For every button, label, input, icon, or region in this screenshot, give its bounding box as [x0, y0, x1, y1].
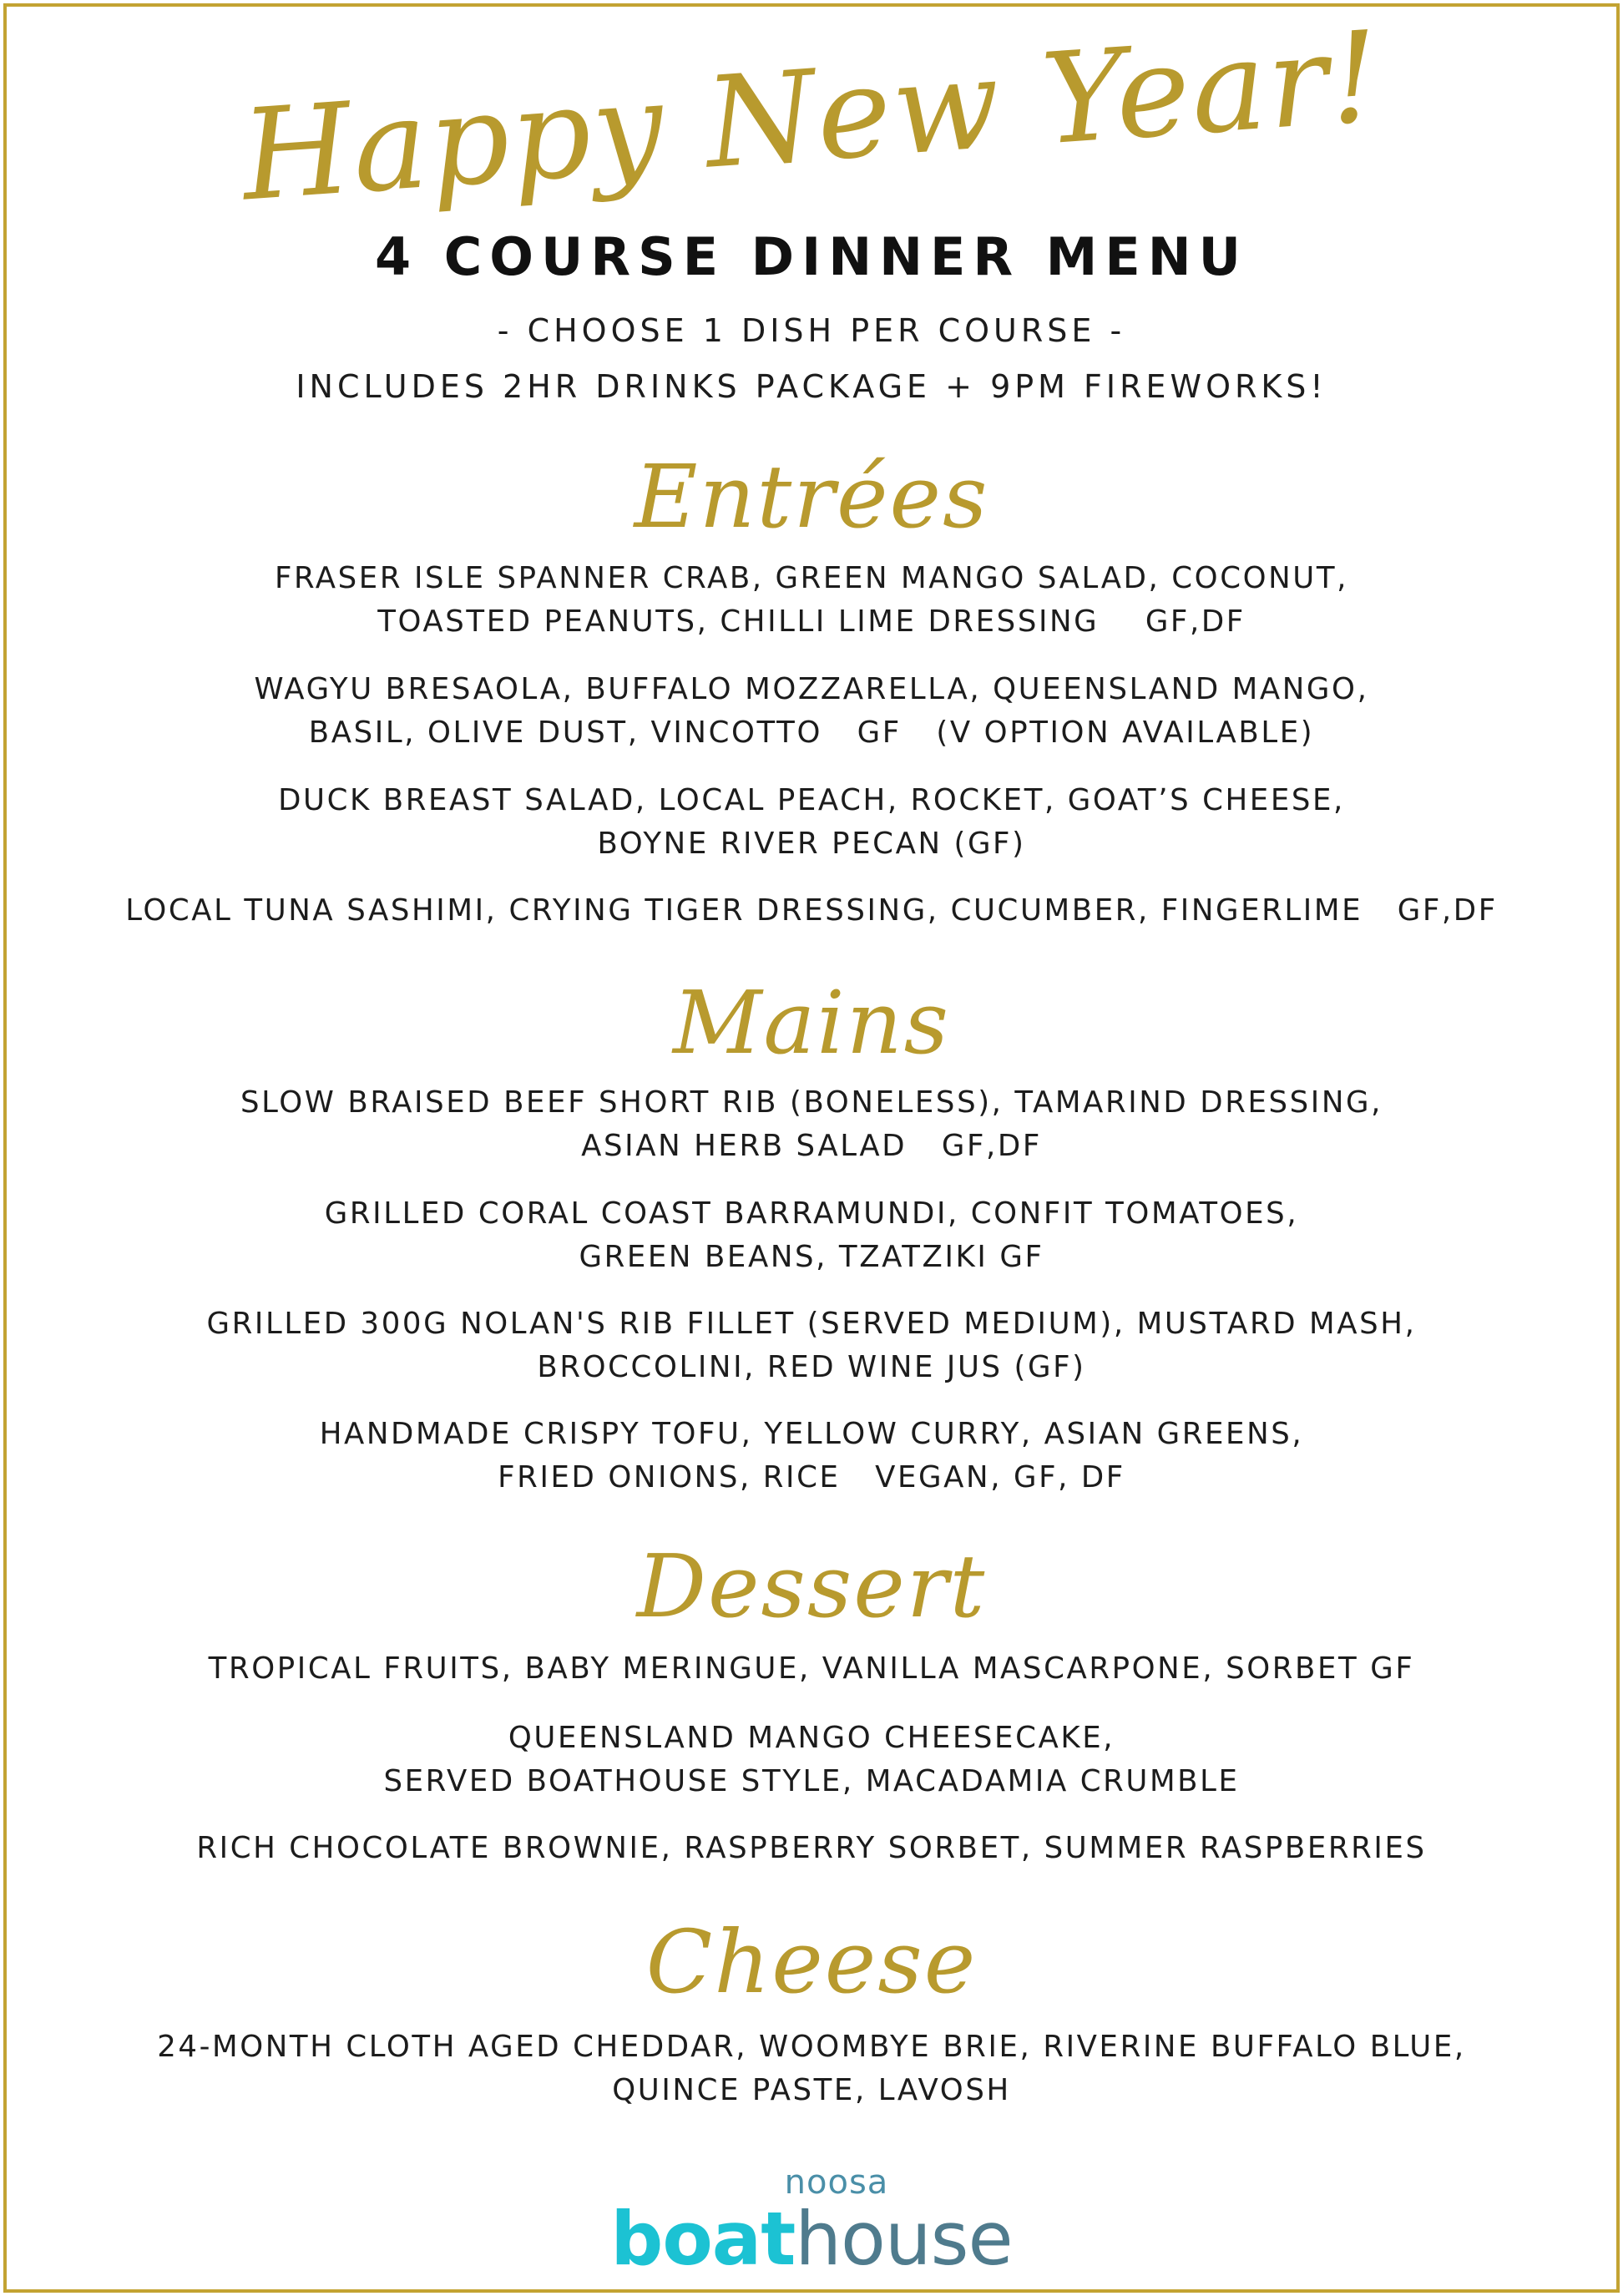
logo-noosa: noosa [784, 2163, 889, 2202]
section-title-mains: Mains [672, 972, 951, 1074]
headline: Happy New Year! [237, 4, 1386, 230]
menu-item-line: FRIED ONIONS, RICE VEGAN, GF, DF [498, 1460, 1125, 1494]
menu-item-line: ASIAN HERB SALAD GF,DF [581, 1129, 1042, 1163]
menu-subtitle: - CHOOSE 1 DISH PER COURSE - [497, 312, 1126, 349]
menu-item-line: QUINCE PASTE, LAVOSH [612, 2073, 1011, 2107]
menu-item-line: DUCK BREAST SALAD, LOCAL PEACH, ROCKET, GOAT’S CHEESE, [278, 783, 1345, 817]
menu-item-line: QUEENSLAND MANGO CHEESECAKE, [508, 1721, 1115, 1755]
menu-item-line: BASIL, OLIVE DUST, VINCOTTO GF (V OPTION AVAILABLE) [308, 716, 1315, 750]
menu-item-line: SLOW BRAISED BEEF SHORT RIB (BONELESS), TAMARIND DRESSING, [240, 1085, 1383, 1120]
menu-item-line: FRASER ISLE SPANNER CRAB, GREEN MANGO SALAD, COCONUT, [274, 561, 1349, 595]
menu-item [0, 1302, 1623, 1389]
menu-item [0, 557, 1623, 644]
menu-item-line: SERVED BOATHOUSE STYLE, MACADAMIA CRUMBLE [383, 1764, 1240, 1798]
section-title-entrees: Entrées [634, 446, 989, 548]
menu-item [0, 1827, 1623, 1870]
menu-item [0, 1413, 1623, 1499]
section-title-cheese: Cheese [645, 1911, 978, 2013]
menu-item-line: HANDMADE CRISPY TOFU, YELLOW CURRY, ASIAN GREENS, [319, 1417, 1304, 1451]
logo-boat: boat [610, 2196, 796, 2282]
menu-item-line: GREEN BEANS, TZATZIKI GF [579, 1240, 1044, 1274]
logo-wordmark [0, 2196, 1623, 2282]
menu-item-line: GRILLED 300G NOLAN'S RIB FILLET (SERVED MEDIUM), MUSTARD MASH, [206, 1307, 1417, 1341]
menu-item [0, 1192, 1623, 1279]
menu-item-line: RICH CHOCOLATE BROWNIE, RASPBERRY SORBET, SUMMER RASPBERRIES [196, 1831, 1427, 1865]
menu-item [0, 2025, 1623, 2112]
menu-item [0, 779, 1623, 866]
page-title: 4 COURSE DINNER MENU [375, 226, 1248, 287]
menu-item-line: BROCCOLINI, RED WINE JUS (GF) [537, 1350, 1086, 1384]
menu-item-line: 24-MONTH CLOTH AGED CHEDDAR, WOOMBYE BRIE, RIVERINE BUFFALO BLUE, [157, 2030, 1466, 2064]
menu-inclusions: INCLUDES 2HR DRINKS PACKAGE + 9PM FIREWORKS! [296, 368, 1327, 405]
noosa-boathouse-logo [0, 2163, 1623, 2282]
menu-item-line: GRILLED CORAL COAST BARRAMUNDI, CONFIT TOMATOES, [324, 1196, 1299, 1231]
menu-item-line: TROPICAL FRUITS, BABY MERINGUE, VANILLA MASCARPONE, SORBET GF [208, 1651, 1415, 1686]
menu-item-line: BOYNE RIVER PECAN (GF) [597, 827, 1026, 861]
section-title-dessert: Dessert [636, 1535, 987, 1637]
menu-item-line: TOASTED PEANUTS, CHILLI LIME DRESSING GF,DF [377, 604, 1246, 639]
menu-item [0, 889, 1623, 933]
menu-item [0, 1647, 1623, 1691]
menu-item [0, 1081, 1623, 1168]
menu-item-line: LOCAL TUNA SASHIMI, CRYING TIGER DRESSING, CUCUMBER, FINGERLIME GF,DF [125, 893, 1498, 928]
logo-house: house [795, 2196, 1013, 2282]
menu-item-line: WAGYU BRESAOLA, BUFFALO MOZZARELLA, QUEENSLAND MANGO, [254, 672, 1369, 706]
menu-item [0, 668, 1623, 755]
menu-item [0, 1717, 1623, 1803]
